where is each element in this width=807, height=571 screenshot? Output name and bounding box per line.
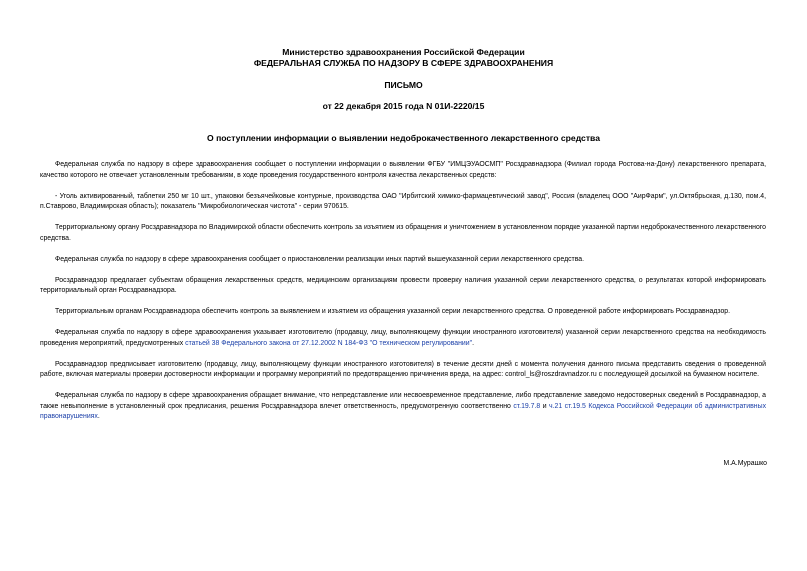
administrative-code-link[interactable]: Кодекса Российской Федерации об административных правонарушениях <box>40 402 767 420</box>
paragraph: Федеральная служба по надзору в сфере здравоохранения сообщает о приостановлении реализации иных партий вышеуказанной серии лекарственного средства. <box>55 255 585 263</box>
document-type: ПИСЬМО <box>384 80 423 90</box>
paragraph: - Уголь активированный, таблетки 250 мг 10 шт., упаковки безъячейковые контурные, производства ОАО "Ирбитский химико-фармацевтический завод", Россия (владелец ООО "АирФарм", ул.Октябрьская, д.130, пом.4, п.Ставрово, Владимирская область); показатель "Микробиологическая чистота" - серии 970615. <box>40 192 766 210</box>
document-title: О поступлении информации о выявлении недоброкачественного лекарственного средства <box>207 133 600 143</box>
paragraph-end: . <box>472 339 474 347</box>
document-body <box>40 160 766 433</box>
paragraph: Территориальным органам Росздравнадзора обеспечить контроль за выявлением и изъятием из обращения указанной серии лекарственного средства. О проведенной работе информировать Росздравнадзор. <box>55 308 731 315</box>
paragraph: Росздравнадзор предписывает изготовителю (продавцу, лицу, выполняющему функции иностранного изготовителя) в течение десяти дней с момента получения данного письма представить сведения о проведенной работе, включая материалы проверки достоверности информации и программу мероприятий по предотвращению причинения вреда, на адрес: control_ls@roszdravnadzor.ru с последующей досылкой на бумажном носителе. <box>40 360 766 378</box>
paragraph: Территориальному органу Росздравнадзора по Владимирской области обеспечить контроль за изъятием из обращения и уничтожением в установленном порядке указанной партии недоброкачественного лекарственного средства. <box>40 224 766 242</box>
signature: М.А.Мурашко <box>723 460 767 467</box>
document-date: от 22 декабря 2015 года N 01И-2220/15 <box>322 101 485 111</box>
paragraph <box>40 328 766 349</box>
ministry-name: Министерство здравоохранения Российской Федерации <box>282 47 525 57</box>
paragraph: Федеральная служба по надзору в сфере здравоохранения сообщает о поступлении информации о выявлении ФГБУ "ИМЦЭУАОСМП" Росздравнадзора (Филиал города Ростова-на-Дону) лекарственного препарата, качество которого не отвечает установленным требованиям, в ходе проведения государственного контроля качества лекарственных средств: <box>40 161 766 179</box>
code-article-link-2[interactable]: ч.21 ст.19.5 <box>549 402 586 410</box>
code-article-link-1[interactable]: ст.19.7.8 <box>513 402 541 410</box>
paragraph-text: Федеральная служба по надзору в сфере здравоохранения указывает изготовителю (продавцу, лицу, выполняющему функции иностранного изготовителя) указанной серии лекарственного средства на необходимость проведения мероприятий, предусмотренных <box>40 329 766 347</box>
service-name: ФЕДЕРАЛЬНАЯ СЛУЖБА ПО НАДЗОРУ В СФЕРЕ ЗДРАВООХРАНЕНИЯ <box>253 58 554 68</box>
paragraph-end: . <box>97 413 100 420</box>
paragraph <box>40 391 766 423</box>
paragraph: Росздравнадзор предлагает субъектам обращения лекарственных средств, медицинским организациям провести проверку наличия указанной серии лекарственного средства, о результатах которой информировать территориальный орган Росздравнадзора. <box>40 276 766 294</box>
paragraph-connector: и <box>540 402 550 410</box>
paragraph-text: Федеральная служба по надзору в сфере здравоохранения обращает внимание, что непредставление или несвоевременное представление, либо представление заведомо недостоверных сведений в Росздравнадзор, а также невыполнение в установленный срок предписания, решения Росздравнадзора влечет ответственность, предусмотренную соответственно <box>40 392 766 410</box>
law-link[interactable]: статьей 38 Федерального закона от 27.12.2002 N 184-ФЗ "О техническом регулировании" <box>185 339 473 347</box>
